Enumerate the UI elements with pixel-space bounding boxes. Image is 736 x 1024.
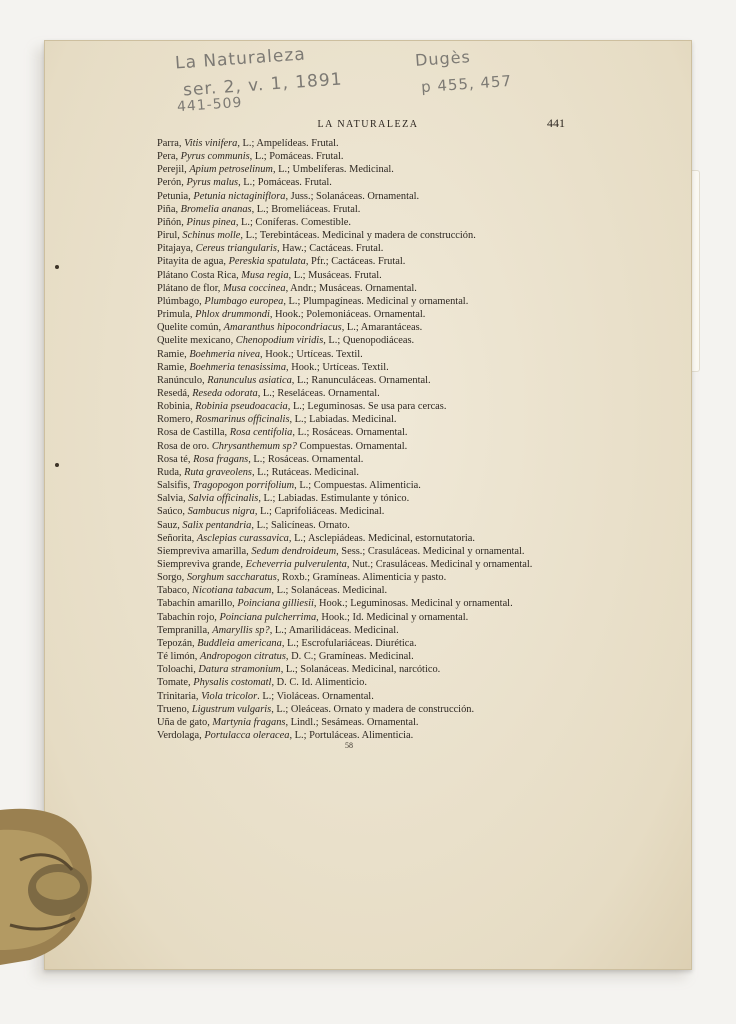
plant-entry — [157, 703, 637, 716]
entry-details: , L.; Amarantáceas. — [341, 322, 423, 334]
entry-details: , Roxb.; Gramíneas. Alimenticia y pasto. — [276, 572, 447, 584]
plant-entry — [157, 308, 637, 321]
plant-entry — [157, 255, 637, 268]
plant-entry — [157, 611, 637, 624]
plant-entry — [157, 505, 637, 518]
plant-entry — [157, 584, 637, 597]
common-name: Piñón, — [157, 216, 187, 228]
botanical-name: Nicotiana tabacum — [192, 585, 272, 597]
entry-details: , L.; Terebintáceas. Medicinal y madera de construcción. — [240, 230, 476, 242]
common-name: Parra, — [157, 138, 185, 149]
botanical-name: Pereskia spatulata — [228, 256, 306, 268]
plant-entry — [157, 163, 637, 176]
common-name: Romero, — [157, 414, 196, 426]
botanical-name: Chrysanthemum sp? — [211, 440, 297, 452]
entry-details: , Andr.; Musáceas. Ornamental. — [285, 282, 417, 294]
entry-details: , Hook.; Urtíceas. Textil. — [286, 361, 389, 373]
botanical-name: Rosmarinus officinalis — [195, 414, 290, 426]
common-name: Saúco, — [157, 506, 188, 518]
botanical-name: Rosa centifolia — [229, 427, 293, 439]
entry-details: , L.; Labiadas. Estimulante y tónico. — [258, 493, 410, 505]
botanical-name: Rosa fragans — [193, 453, 249, 465]
botanical-name: Poinciana gilliesii — [237, 598, 314, 610]
plant-entry — [157, 426, 637, 439]
punch-hole — [55, 463, 59, 467]
signature-mark: 58 — [345, 741, 353, 750]
common-name: Pitayita de agua, — [157, 256, 229, 268]
botanical-name: Phlox drummondi — [195, 309, 270, 321]
entry-details: , Hook.; Polemoniáceas. Ornamental. — [269, 309, 426, 321]
botanical-name: Musa coccinea — [222, 282, 286, 294]
botanical-name: Andropogon citratus — [200, 651, 286, 663]
plant-entry — [157, 203, 637, 216]
plant-entry — [157, 571, 637, 584]
plant-entry — [157, 295, 637, 308]
common-name: Verdolaga, — [157, 730, 205, 742]
entry-details: , L.; Musáceas. Frutal. — [288, 269, 382, 281]
pencil-note-series: ser. 2, v. 1, 1891 — [182, 69, 344, 101]
plant-entry — [157, 545, 637, 558]
common-name: Tabaco, — [157, 585, 193, 597]
entry-details: , L.; Rosáceas. Ornamental. — [248, 453, 364, 465]
botanical-name: Pinus pinea — [186, 216, 236, 228]
entry-details: , L.; Solanáceas. Medicinal, narcótico. — [280, 664, 441, 676]
botanical-name: Boehmeria nivea — [189, 348, 261, 360]
plant-entry — [157, 676, 637, 689]
entry-details: , L.; Compuestas. Alimenticia. — [294, 480, 421, 492]
pencil-note-title: La Naturaleza — [174, 44, 307, 74]
plant-entry — [157, 400, 637, 413]
plant-entry — [157, 729, 637, 742]
botanical-name: Apium petroselinum — [189, 164, 273, 176]
plant-entry — [157, 242, 637, 255]
pencil-note-page-ref: p 455, 457 — [420, 71, 513, 97]
botanical-name: Robinia pseudoacacia — [195, 401, 288, 413]
common-name: Robinia, — [157, 401, 196, 413]
botanical-name: Portulacca oleracea — [204, 730, 290, 742]
common-name: Toloachi, — [157, 664, 199, 676]
plant-entry — [157, 519, 637, 532]
botanical-name: Schinus molle — [182, 230, 241, 242]
botanical-name: Salvia officinalis — [188, 493, 259, 505]
plant-entry — [157, 650, 637, 663]
common-name: Rosa té, — [157, 453, 194, 465]
common-name: Perón, — [157, 177, 187, 189]
document-page — [44, 40, 692, 970]
common-name: Primula, — [157, 309, 196, 321]
entry-details: , L.; Escrofulariáceas. Diurética. — [281, 637, 417, 649]
common-name: Pitajaya, — [157, 243, 196, 255]
entry-details: , Haw.; Cactáceas. Frutal. — [276, 243, 384, 255]
entry-details: , L.; Solanáceas. Medicinal. — [271, 585, 388, 597]
plant-entry — [157, 624, 637, 637]
entry-details: , Lindl.; Sesámeas. Ornamental. — [285, 716, 419, 728]
entry-details: , L.; Reseláceas. Ornamental. — [257, 387, 380, 399]
entry-details: , L.; Asclepiádeas. Medicinal, estornutatoria. — [288, 532, 475, 544]
entry-details: , L.; Rutáceas. Medicinal. — [251, 466, 360, 478]
plant-entry — [157, 466, 637, 479]
common-name: Ranúnculo, — [157, 374, 208, 386]
botanical-name: Chenopodium viridis — [235, 335, 324, 347]
botanical-name: Salix pentandria — [182, 519, 252, 531]
plant-entry — [157, 492, 637, 505]
entry-details: , L.; Coníferas. Comestible. — [235, 216, 351, 228]
pencil-note-author: Dugès — [414, 47, 472, 70]
botanical-name: Plumbago europea — [204, 295, 284, 307]
botanical-name: Sorghum saccharatus — [186, 572, 277, 584]
botanical-name: Pyrus communis — [180, 151, 250, 163]
common-name: Rosa de oro. — [157, 440, 212, 452]
common-name: Tempranilla, — [157, 624, 213, 636]
plant-entry — [157, 137, 637, 150]
common-name: Tepozán, — [157, 637, 198, 649]
entry-details: , L.; Labiadas. Medicinal. — [289, 414, 397, 426]
entry-details: , L.; Pomáceas. Frutal. — [249, 151, 344, 163]
plant-entry — [157, 479, 637, 492]
entry-details: , L.; Ranunculáceas. Ornamental. — [291, 374, 431, 386]
plant-list — [157, 137, 637, 742]
entry-details: , Nut.; Crasuláceas. Medicinal y ornamental. — [346, 559, 533, 570]
plant-entry — [157, 440, 637, 453]
botanical-name: Ruta graveolens — [184, 466, 252, 478]
entry-details: , L.; Quenopodiáceas. — [323, 335, 415, 347]
plant-entry — [157, 282, 637, 295]
botanical-name: Amaranthus hipocondriacus — [223, 322, 342, 334]
entry-details: . L.; Violáceas. Ornamental. — [257, 690, 374, 702]
entry-details: , L.; Pomáceas. Frutal. — [238, 177, 332, 189]
common-name: Plátano de flor, — [157, 282, 223, 294]
botanical-name: Datura stramonium — [198, 664, 281, 676]
botanical-name: Musa regia — [241, 269, 289, 281]
common-name: Siempreviva amarilla, — [157, 545, 252, 557]
common-name: Ramie, — [157, 361, 190, 373]
plant-entry — [157, 150, 637, 163]
botanical-name: Cereus triangularis — [195, 243, 277, 255]
plant-entry — [157, 190, 637, 203]
entry-details: , D. C. Id. Alimenticio. — [271, 677, 367, 689]
plant-entry — [157, 597, 637, 610]
entry-details: , L.; Ampelídeas. Frutal. — [237, 138, 339, 149]
common-name: Tabachín amarillo, — [157, 598, 238, 610]
plant-entry — [157, 216, 637, 229]
entry-details: , Hook.; Leguminosas. Medicinal y ornamental. — [313, 598, 513, 610]
plant-entry — [157, 321, 637, 334]
botanical-name: Boehmeria tenasissima — [189, 361, 287, 373]
entry-details: , L.; Umbelíferas. Medicinal. — [272, 164, 394, 176]
common-name: Siempreviva grande, — [157, 559, 246, 570]
common-name: Té limón, — [157, 651, 200, 663]
common-name: Pirul, — [157, 230, 183, 242]
entry-details: , Pfr.; Cactáceas. Frutal. — [305, 256, 406, 268]
common-name: Ruda, — [157, 466, 185, 478]
plant-entry — [157, 637, 637, 650]
plant-entry — [157, 348, 637, 361]
plant-entry — [157, 532, 637, 545]
entry-details: , L.; Rosáceas. Ornamental. — [292, 427, 408, 439]
botanical-name: Sambucus nigra — [187, 506, 255, 518]
entry-details: , L.; Oleáceas. Ornato y madera de construcción. — [271, 703, 475, 715]
entry-details: , L.; Amarilidáceas. Medicinal. — [269, 624, 399, 636]
entry-details: , Juss.; Solanáceas. Ornamental. — [285, 190, 420, 202]
plant-entry — [157, 690, 637, 703]
common-name: Señorita, — [157, 532, 197, 544]
plant-entry — [157, 361, 637, 374]
botanical-name: Reseda odorata — [192, 387, 258, 399]
entry-details: , Hook.; Id. Medicinal y ornamental. — [316, 611, 469, 623]
common-name: Plúmbago, — [157, 295, 205, 307]
botanical-name: Tragopogon porrifolium — [192, 480, 295, 492]
botanical-name: Ranunculus asiatica — [207, 374, 292, 386]
common-name: Tabachín rojo, — [157, 611, 220, 623]
plant-entry — [157, 229, 637, 242]
plant-entry — [157, 176, 637, 189]
botanical-name: Poinciana pulcherrima — [219, 611, 317, 623]
botanical-name: Buddleia americana — [197, 637, 282, 649]
running-header-title: LA NATURALEZA — [317, 119, 419, 130]
plant-entry — [157, 453, 637, 466]
common-name: Resedá, — [157, 387, 193, 399]
botanical-name: Vitis vinifera — [184, 138, 238, 149]
botanical-name: Petunia nictaginiflora — [193, 190, 286, 202]
entry-details: , L.; Plumpagíneas. Medicinal y ornamental. — [283, 295, 469, 307]
botanical-name: Physalis costomatl — [193, 677, 272, 689]
common-name: Petunia, — [157, 190, 194, 202]
common-name: Salvia, — [157, 493, 189, 505]
botanical-name: Asclepias curassavica — [196, 532, 289, 544]
entry-details: Compuestas. Ornamental. — [297, 440, 408, 452]
common-name: Piña, — [157, 203, 181, 215]
pencil-note-pages: 441-509 — [176, 94, 243, 116]
entry-details: , D. C.; Gramíneas. Medicinal. — [285, 651, 414, 663]
common-name: Perejil, — [157, 164, 190, 176]
plant-entry — [157, 374, 637, 387]
botanical-name: Bromelia ananas — [180, 203, 252, 215]
plant-entry — [157, 387, 637, 400]
plant-entry — [157, 716, 637, 729]
entry-details: , L.; Caprifoliáceas. Medicinal. — [254, 506, 385, 518]
botanical-name: Viola tricolor — [201, 690, 258, 702]
common-name: Trueno, — [157, 703, 192, 715]
botanical-name: Amaryllis sp? — [212, 624, 270, 636]
entry-details: , L.; Salicíneas. Ornato. — [251, 519, 350, 531]
common-name: Trinitaria, — [157, 690, 202, 702]
botanical-name: Echeverria pulverulenta — [245, 559, 347, 570]
plant-entry — [157, 558, 637, 571]
common-name: Uña de gato, — [157, 716, 213, 728]
brass-clamp — [0, 800, 100, 970]
plant-entry — [157, 269, 637, 282]
entry-details: , Sess.; Crasuláceas. Medicinal y ornamental. — [336, 545, 525, 557]
plant-entry — [157, 663, 637, 676]
botanical-name: Sedum dendroideum — [251, 545, 337, 557]
common-name: Rosa de Castilla, — [157, 427, 230, 439]
plant-entry — [157, 334, 637, 347]
botanical-name: Martynia fragans — [212, 716, 286, 728]
page-number: 441 — [547, 116, 565, 130]
entry-details: , L.; Bromeliáceas. Frutal. — [251, 203, 361, 215]
common-name: Pera, — [157, 151, 181, 163]
common-name: Plátano Costa Rica, — [157, 269, 242, 281]
common-name: Sauz, — [157, 519, 183, 531]
entry-details: , Hook.; Urtíceas. Textil. — [260, 348, 363, 360]
botanical-name: Pyrus malus — [186, 177, 239, 189]
common-name: Tomate, — [157, 677, 194, 689]
punch-hole — [55, 265, 59, 269]
entry-details: , L.; Leguminosas. Se usa para cercas. — [287, 401, 447, 413]
botanical-name: Ligustrum vulgaris — [191, 703, 272, 715]
common-name: Sorgo, — [157, 572, 187, 584]
plant-entry — [157, 413, 637, 426]
common-name: Ramie, — [157, 348, 190, 360]
common-name: Quelite mexicano, — [157, 335, 236, 347]
common-name: Quelite común, — [157, 322, 224, 334]
entry-details: , L.; Portuláceas. Alimenticia. — [289, 730, 414, 742]
common-name: Salsifis, — [157, 480, 193, 492]
